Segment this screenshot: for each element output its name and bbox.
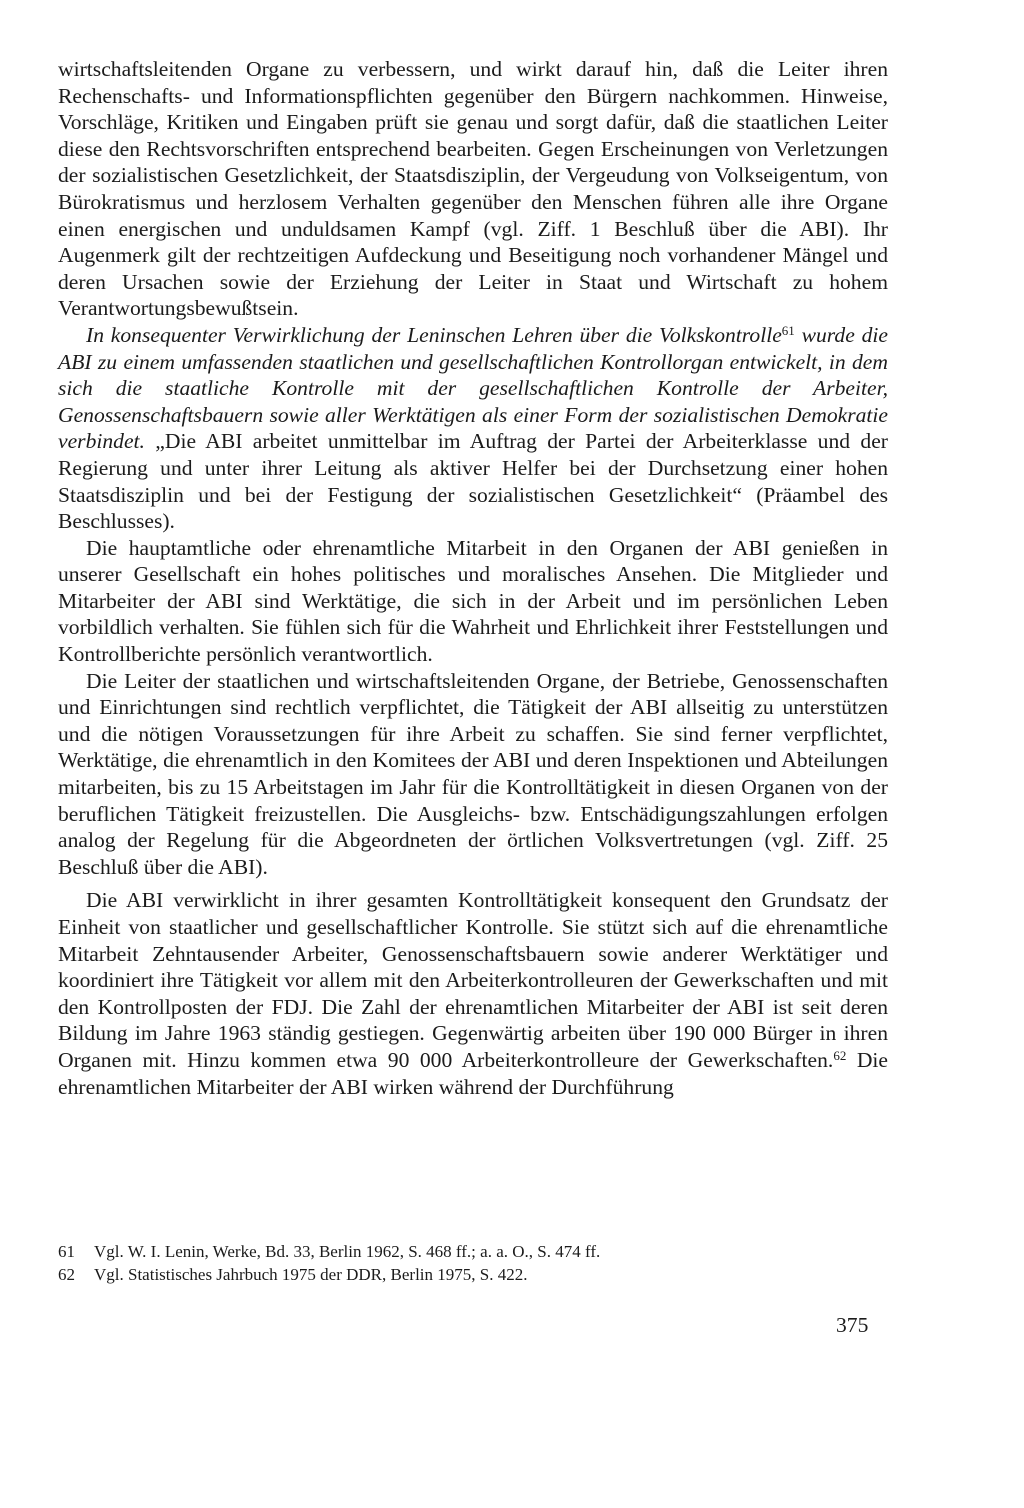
footnote-61	[58, 1240, 888, 1263]
paragraph-1	[58, 56, 888, 322]
footnote-62	[58, 1263, 888, 1286]
page-number: 375	[836, 1313, 869, 1337]
paragraph-4	[58, 668, 888, 881]
text-segment: „Die ABI arbeitet unmittelbar im Auftrag der Partei der Arbeiterklasse und der Regierung und unter ihrer Leitung als aktiver Helfer bei der Durchsetzung einer hohen Staatsdisziplin und bei der Festigung der sozialistischen Gesetzlichkeit“ (Präambel des Beschlusses).	[58, 429, 888, 534]
text-segment: wirtschaftsleitenden Organe zu verbessern, und wirkt darauf hin, daß die Leiter ihren Rechenschafts- und Informationspflichten gegenüber den Bürgern nachkommen. Hinweise, Vorschläge, Kritiken und Eingaben prüft sie genau und sorgt dafür, daß die staatlichen Leiter diese den Rechtsvorschriften entsprechend bearbeiten. Gegen Erscheinungen von Verletzungen der sozialistischen Gesetzlichkeit, der Staatsdisziplin, der Vergeudung von Volkseigentum, von Bürokratismus und herzlosem Verhalten gegenüber den Menschen führen alle ihre Organe einen energischen und unduldsamen Kampf (vgl. Ziff. 1 Beschluß über die ABI). Ihr Augenmerk gilt der rechtzeitigen Aufdeckung und Beseitigung noch vorhandener Mängel und deren Ursachen sowie der Erziehung der Leiter in Staat und Wirtschaft zu hohem Verantwortungsbewußtsein.	[58, 57, 888, 321]
footnote-reference: 62	[833, 1047, 847, 1063]
paragraph-3	[58, 535, 888, 668]
paragraph-2	[58, 322, 888, 535]
footnotes	[58, 1240, 888, 1286]
italic-text-segment: wurde die ABI zu einem umfassenden staatlichen und gesellschaftlichen Kontrollorgan entwickelt, in dem sich die staatliche Kontrolle mit der gesellschaftlichen Kontrolle der Arbeiter, Genossenschaftsbauern sowie aller Werktätigen als einer Form der sozialistischen Demokratie verbindet.	[58, 322, 888, 454]
body-text	[58, 56, 888, 1100]
text-segment: Die hauptamtliche oder ehrenamtliche Mitarbeit in den Organen der ABI genießen in unserer Gesellschaft ein hohes politisches und moralisches Ansehen. Die Mitglieder und Mitarbeiter der ABI sind Werktätige, die sich in der Arbeit und im persönlichen Leben vorbildlich verhalten. Sie fühlen sich für die Wahrheit und Ehrlichkeit ihrer Feststellungen und Kontrollberichte persönlich verantwortlich.	[58, 535, 888, 667]
text-segment: Die Leiter der staatlichen und wirtschaftsleitenden Organe, der Betriebe, Genossenschaften und Einrichtungen sind rechtlich verpflichtet, die Tätigkeit der ABI allseitig zu unterstützen und die nötigen Voraussetzungen für ihre Arbeit zu schaffen. Sie sind ferner verpflichtet, Werktätige, die ehrenamtlich in den Komitees der ABI und deren Inspektionen und Abteilungen mitarbeiten, bis zu 15 Arbeitstagen im Jahr für die Kontrolltätigkeit in diesen Organen von der beruflichen Tätigkeit freizustellen. Die Ausgleichs- bzw. Entschädigungszahlungen erfolgen analog der Regelung für die Abgeordneten der örtlichen Volksvertretungen (vgl. Ziff. 25 Beschluß über die ABI).	[58, 668, 888, 879]
italic-text-segment: In konsequenter Verwirklichung der Leninschen Lehren über die Volkskontrolle	[86, 322, 782, 347]
footnote-text: Vgl. Statistisches Jahrbuch 1975 der DDR, Berlin 1975, S. 422.	[94, 1265, 528, 1284]
footnote-number: 62	[58, 1265, 75, 1284]
footnote-text: Vgl. W. I. Lenin, Werke, Bd. 33, Berlin 1962, S. 468 ff.; a. a. O., S. 474 ff.	[94, 1242, 601, 1261]
paragraph-5	[58, 887, 888, 1100]
text-segment: Die ehrenamtlichen Mitarbeiter der ABI wirken während der Durchführung	[58, 1047, 889, 1099]
text-segment: Die ABI verwirklicht in ihrer gesamten Kontrolltätigkeit konsequent den Grundsatz der Einheit von staatlicher und gesellschaftlicher Kontrolle. Sie stützt sich auf die ehrenamtliche Mitarbeit Zehntausender Arbeiter, Genossenschaftsbauern sowie anderer Werktätiger und koordiniert ihre Tätigkeit vor allem mit den Arbeiterkontrolleuren der Gewerkschaften und mit den Kontrollposten der FDJ. Die Zahl der ehrenamtlichen Mitarbeiter der ABI ist seit deren Bildung im Jahre 1963 ständig gestiegen. Gegenwärtig arbeiten über 190 000 Bürger in ihren Organen mit. Hinzu kommen etwa 90 000 Arbeiterkontrolleure der Gewerkschaften.	[58, 888, 888, 1072]
footnote-number: 61	[58, 1242, 75, 1261]
footnote-reference: 61	[781, 322, 795, 338]
